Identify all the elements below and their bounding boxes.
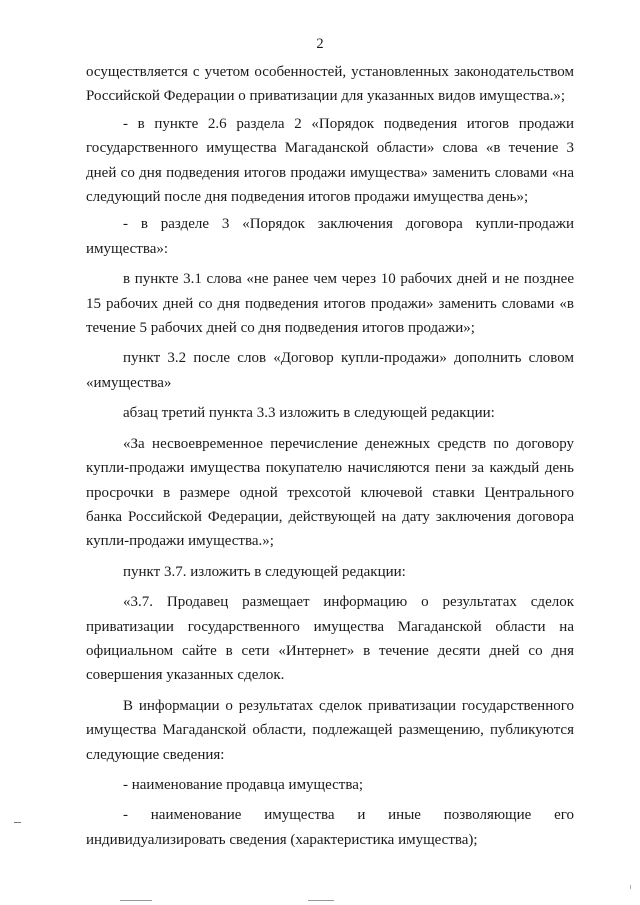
paragraph-5 [86,346,574,395]
paragraph-10 [86,694,574,767]
paragraph-line: В информации о результатах сделок приватизации государственного [123,697,574,714]
paragraph-line: «имущества» [86,374,172,391]
paragraph-3 [86,212,574,261]
scan-artifact [14,822,21,823]
paragraph-line: в пункте 3.1 слова «не ранее чем через 10 рабочих дней и не позднее [123,271,574,288]
paragraph-line: банка Российской Федерации, действующей на дату заключения договора [86,508,574,525]
paragraph-line: следующие сведения: [86,746,225,763]
paragraph-line: индивидуализировать сведения (характеристика имущества); [86,831,478,848]
paragraph-line: имущества»: [86,240,169,257]
paragraph-line: осуществляется с учетом особенностей, установленных законодательством [86,64,574,80]
paragraph-line: следующий после дня подведения итогов продажи имущества день»; [86,189,529,206]
scan-artifact [630,885,631,889]
paragraph-line: «3.7. Продавец размещает информацию о результатах сделок [123,594,574,611]
paragraph-2 [86,112,574,210]
paragraph-line: - наименование имущества и иные позволяющие его [123,807,574,824]
paragraph-line: купли-продажи имущества покупателю начисляются пени за каждый день [86,460,574,477]
paragraph-line: - в разделе 3 «Порядок заключения договора купли-продажи [123,216,574,233]
paragraph-line: Российской Федерации о приватизации для указанных видов имущества.»; [86,88,566,105]
paragraph-8 [86,560,574,584]
page-number: 2 [316,36,324,52]
paragraph-11 [86,773,574,797]
paragraph-line: течение 5 рабочих дней со дня подведения итогов продажи»; [86,320,475,337]
paragraph-line: официальном сайте в сети «Интернет» в течение десяти дней со дня [86,642,574,659]
scan-artifact [120,900,152,901]
paragraph-6 [86,401,574,425]
paragraph-line: дней со дня подведения итогов продажи имущества» заменить словами «на [86,164,574,181]
paragraph-line: пункт 3.2 после слов «Договор купли-продажи» дополнить словом [123,350,574,367]
paragraph-9 [86,590,574,688]
paragraph-line: - в пункте 2.6 раздела 2 «Порядок подведения итогов продажи [123,115,574,132]
paragraph-line: «За несвоевременное перечисление денежных средств по договору [123,435,574,452]
paragraph-line: купли-продажи имущества.»; [86,533,274,550]
paragraph-line: совершения указанных сделок. [86,667,285,684]
paragraph-7 [86,432,574,554]
scan-artifact [308,900,334,901]
paragraph-1 [86,60,574,109]
paragraph-line: государственного имущества Магаданской области» слова «в течение 3 [86,140,574,157]
paragraph-12 [86,803,574,852]
paragraph-line: абзац третий пункта 3.3 изложить в следующей редакции: [123,405,495,422]
paragraph-line: просрочки в размере одной трехсотой ключевой ставки Центрального [86,484,574,501]
paragraph-line: - наименование продавца имущества; [123,776,364,793]
paragraph-4 [86,267,574,340]
paragraph-line: имущества Магаданской области, подлежащей размещению, публикуются [86,722,574,739]
document-body [86,60,574,852]
paragraph-line: 15 рабочих дней со дня подведения итогов продажи» заменить словами «в [86,295,574,312]
paragraph-line: приватизации государственного имущества Магаданской области на [86,618,574,635]
paragraph-line: пункт 3.7. изложить в следующей редакции: [123,563,406,580]
